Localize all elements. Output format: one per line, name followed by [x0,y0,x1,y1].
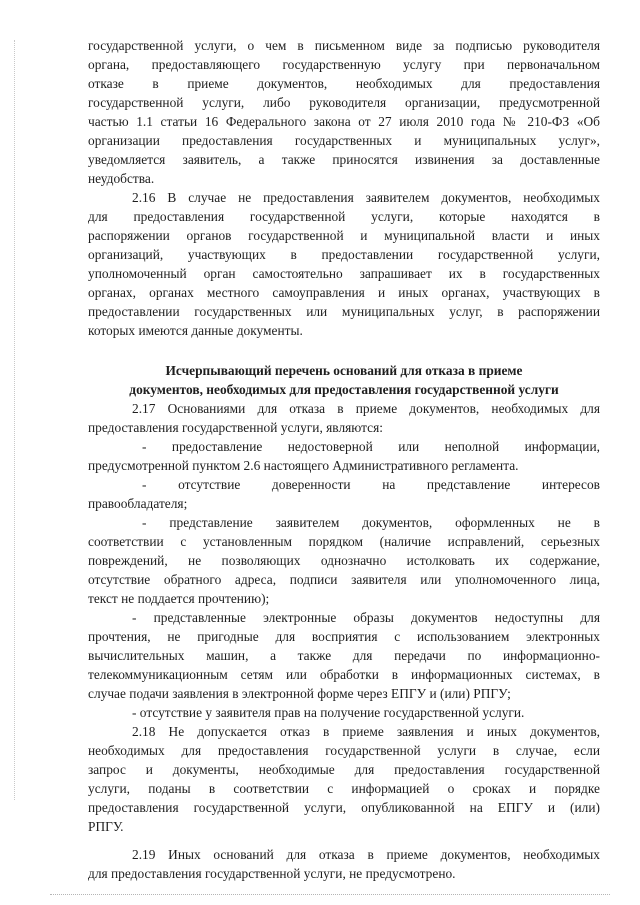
section-heading [88,361,600,399]
text-line: государственной услуги, либо руководителя организации, предусмотренной [88,95,600,110]
scan-bottom-dots [50,894,610,895]
text-line: организации предоставления государственных и муниципальных услуг», [88,133,600,148]
text-line: предоставлении государственных или муниципальных услуг, в распоряжении [88,304,600,319]
text-line: предусмотренной пунктом 2.6 настоящего Административного регламента. [88,458,519,473]
text-line: уполномоченный орган самостоятельно запрашивает их в государственных [88,266,600,281]
text-line: вычислительных машин, а также для передачи по информационно- [88,648,600,663]
text-line: правообладателя; [88,496,188,511]
text-line: повреждений, не позволяющих однозначно истолковать их содержание, [88,553,600,568]
text-line: 2.19 Иных оснований для отказа в приеме документов, необходимых [132,847,600,862]
text-line: РПГУ. [88,819,124,834]
text-line: которых имеются данные документы. [88,323,303,338]
text-line: органах, органах местного самоуправления и иных органах, участвующих в [88,285,600,300]
text-line: неудобства. [88,171,155,186]
text-line: прочтения, не пригодные для восприятия с использованием электронных [88,629,600,644]
document-body [88,36,600,883]
text-line: 2.16 В случае не предоставления заявителем документов, необходимых [132,190,600,205]
text-line: частью 1.1 статьи 16 Федерального закона от 27 июля 2010 года № 210-ФЗ «Об [88,114,600,129]
text-line: 2.17 Основаниями для отказа в приеме документов, необходимых для [132,401,600,416]
text-line: организаций, участвующих в предоставлении государственной услуги, [88,247,600,262]
text-line: услуги, поданы в соответствии с информацией о сроках и порядке [88,781,600,796]
heading-line: документов, необходимых для предоставления государственной услуги [129,382,559,397]
text-line: - представление заявителем документов, оформленных не в [142,515,600,530]
list-item-1 [88,437,600,475]
text-line: органа, предоставляющего государственную услугу при первоначальном [88,57,600,72]
text-line: - предоставление недостоверной или неполной информации, [142,439,600,454]
paragraph-2-17 [88,399,600,437]
paragraph-continuation [88,36,600,188]
text-line: текст не поддается прочтению); [88,591,270,606]
text-line: случае подачи заявления в электронной форме через ЕПГУ и (или) РПГУ; [88,686,511,701]
text-line: предоставления государственной услуги, опубликованной на ЕПГУ и (или) [88,800,600,815]
text-line: распоряжении органов государственной и муниципальной власти и иных [88,228,600,243]
text-line: государственной услуги, о чем в письменном виде за подписью руководителя [88,38,600,53]
text-line: запрос и документы, необходимые для предоставления государственной [88,762,600,777]
text-line: необходимых для предоставления государственной услуги в случае, если [88,743,600,758]
list-item-3 [88,513,600,608]
list-item-2 [88,475,600,513]
text-line: предоставления государственной услуги, являются: [88,420,383,435]
heading-line: Исчерпывающий перечень оснований для отказа в приеме [165,363,523,378]
text-line: отсутствие обратного адреса, подписи заявителя или уполномоченного лица, [88,572,600,587]
text-line: 2.18 Не допускается отказ в приеме заявления и иных документов, [132,724,600,739]
paragraph-2-18 [88,722,600,836]
text-line: для предоставления государственной услуги, не предусмотрено. [88,866,456,881]
text-line: отказе в приеме документов, необходимых для предоставления [88,76,600,91]
text-line: уведомляется заявитель, а также приносятся извинения за доставленные [88,152,600,167]
text-line: телекоммуникационным сетям или обработки в информационных системах, в [88,667,600,682]
text-line: соответствии с установленным порядком (наличие исправлений, серьезных [88,534,600,549]
list-item-5 [88,703,600,722]
paragraph-2-19 [88,845,600,883]
scan-margin-dots [14,40,15,800]
list-item-4 [88,608,600,703]
text-line: - представленные электронные образы документов недоступны для [132,610,600,625]
paragraph-2-16 [88,188,600,340]
text-line: для предоставления государственной услуги, которые находятся в [88,209,600,224]
text-line: - отсутствие у заявителя прав на получение государственной услуги. [132,705,525,720]
text-line: - отсутствие доверенности на представление интересов [142,477,600,492]
